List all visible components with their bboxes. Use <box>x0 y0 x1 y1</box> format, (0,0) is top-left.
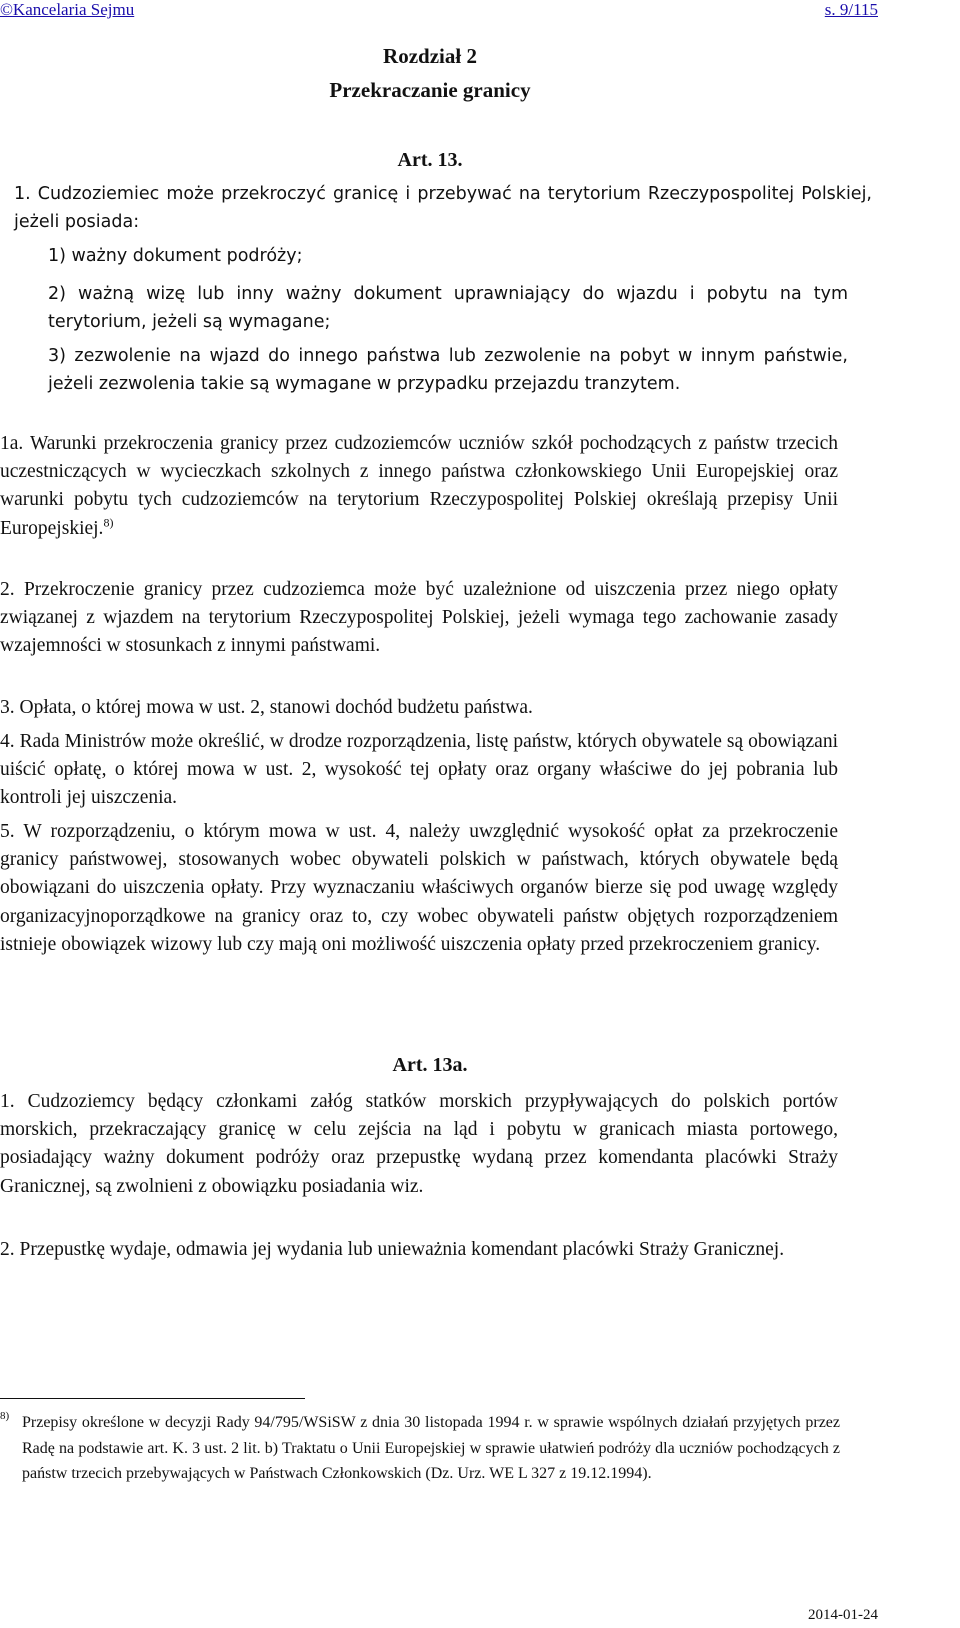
header-page-number: s. 9/115 <box>824 0 878 19</box>
art13a-heading: Art. 13a. <box>392 1054 468 1076</box>
footnote-text: Przepisy określone w decyzji Rady 94/795/WSiSW z dnia 30 listopada 1994 r. w sprawie wspólnych działań przyjętych przez Radę na podstawie art. K. 3 ust. 2 lit. b) Traktatu o Unii Europejskiej w sprawie ułatwień podróży dla uczniów pochodzących z państw trzecich przebywających w Państwach Członkowskich (Dz. Urz. WE L 327 z 19.12.1994). <box>22 1414 840 1482</box>
art13-p1-item-2: 2) ważną wizę lub inny ważny dokument uprawniający do wjazdu i pobytu na tym terytorium, jeżeli są wymagane; <box>48 284 848 333</box>
art13-p1-item-1: 1) ważny dokument podróży; <box>48 246 303 266</box>
footnote-mark: 8) <box>0 1410 10 1422</box>
art13-p3: 3. Opłata, o której mowa w ust. 2, stanowi dochód budżetu państwa. <box>0 697 533 718</box>
art13-p4: 4. Rada Ministrów może określić, w drodze rozporządzenia, listę państw, których obywatele są obowiązani uiścić opłatę, o której mowa w ust. 2, wysokość tej opłaty oraz organy właściwe do jej pobrania lub kontroli jej uiszczenia. <box>0 731 838 809</box>
art13-p1-intro: 1. Cudzoziemiec może przekroczyć granicę i przebywać na terytorium Rzeczypospolitej Polskiej, jeżeli posiada: <box>14 184 872 233</box>
art13-p1-item-3: 3) zezwolenie na wjazd do innego państwa lub zezwolenie na pobyt w innym państwie, jeżeli zezwolenia takie są wymagane w przypadku przejazdu tranzytem. <box>48 346 848 395</box>
art13-heading: Art. 13. <box>397 149 463 171</box>
footnote <box>0 1410 872 1487</box>
art13a-p2: 2. Przepustkę wydaje, odmawia jej wydania lub unieważnia komendant placówki Straży Granicznej. <box>0 1239 785 1260</box>
art13-p5: 5. W rozporządzeniu, o którym mowa w ust. 4, należy uwzględnić wysokość opłat za przekroczenie granicy państwowej, stosowanych wobec obywateli polskich w państwach, których obywatele będą obowiązani do uiszczenia opłaty. Przy wyznaczaniu właściwych organów bierze się pod uwagę względy organizacyjnoporządkowe na granicy oraz to, czy wobec obywateli państw objętych rozporządzeniem istnieje obowiązek wizowy lub czy mają oni możliwość uiszczenia opłaty przed przekroczeniem granicy. <box>0 821 838 955</box>
footnote-ref: 8) <box>103 515 114 530</box>
art13-p2: 2. Przekroczenie granicy przez cudzoziemca może być uzależnione od uiszczenia przez niego opłaty związanej z wjazdem na terytorium Rzeczypospolitej Polskiej, jeżeli wymaga tego zachowanie zasady wzajemności w stosunkach z innymi państwami. <box>0 579 838 657</box>
chapter-title: Przekraczanie granicy <box>329 78 531 102</box>
footer-date: 2014-01-24 <box>808 1607 878 1623</box>
chapter-number: Rozdział 2 <box>383 44 477 68</box>
art13-p1a: 1a. Warunki przekroczenia granicy przez cudzoziemców uczniów szkół pochodzących z państw trzecich uczestniczących w wycieczkach szkolnych z innego państwa członkowskiego Unii Europejskiej oraz warunki pobytu tych cudzoziemców na terytorium Rzeczypospolitej Polskiej określają przepisy Unii Europejskiej.$^{8)}$ <box>0 433 838 539</box>
header-copyright-link[interactable]: ©Kancelaria Sejmu <box>0 0 135 19</box>
art13a-p1: 1. Cudzoziemcy będący członkami załóg statków morskich przypływających do polskich portów morskich, przekraczający granicę w celu zejścia na ląd i pobytu w granicach miasta portowego, posiadający ważny dokument podróży oraz przepustkę wydaną przez komendanta placówki Straży Granicznej, są zwolnieni z obowiązku posiadania wiz. <box>0 1091 838 1197</box>
footnote-separator <box>0 1398 305 1399</box>
